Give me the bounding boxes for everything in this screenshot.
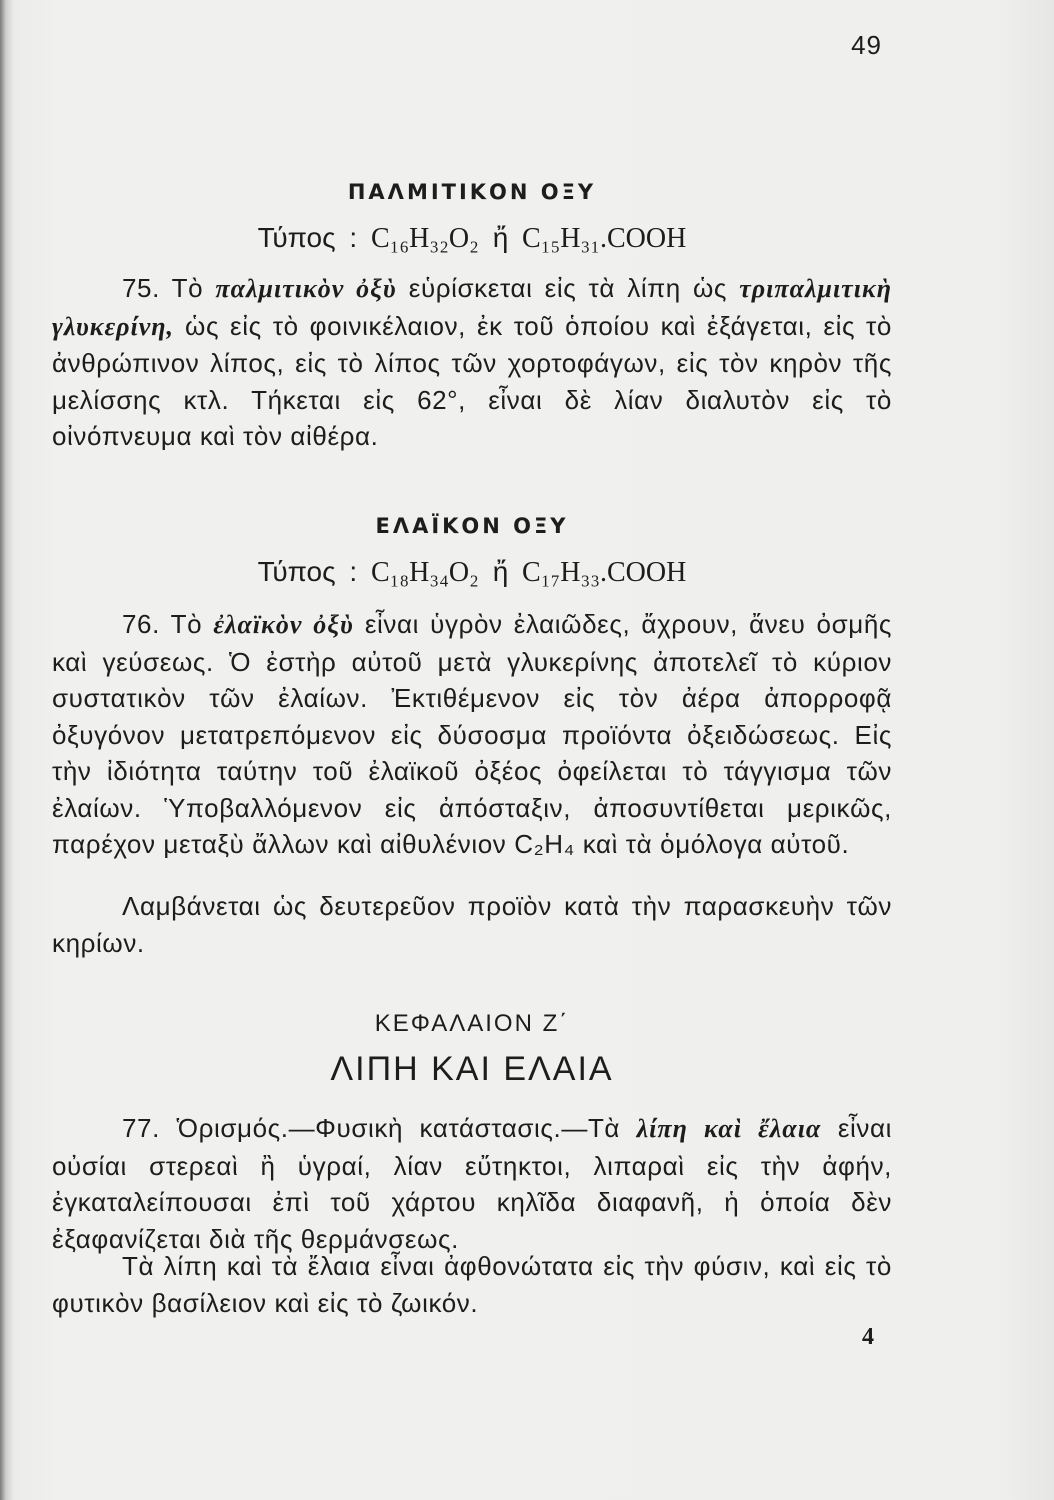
para-number: 76. (122, 609, 160, 639)
term-palmitic-acid: παλμιτικὸν ὀξὺ (215, 274, 397, 303)
paragraph-76 (52, 606, 892, 863)
para-heading: Ὁρισμός.—Φυσικὴ κατάστασις.— (176, 1113, 588, 1143)
formula-molecular: C₁₆H₃₂O₂ (370, 223, 479, 254)
paragraph-77-2: Τὰ λίπη καὶ τὰ ἔλαια εἶναι ἀφθονώτατα εἰς τὴν φύσιν, καὶ εἰς τὸ φυτικὸν βασίλειον καὶ εἰς τὸ ζωικόν. (52, 1251, 892, 1318)
para-text: ὡς εἰς τὸ φοινικέλαιον, ἐκ τοῦ ὁποίου καὶ ἐξάγεται, εἰς τὸ ἀνθρώπινον λίπος, εἰς τὸ λίπος τῶν χορτοφάγων, εἰς τὸν κηρὸν τῆς μελίσσης κτλ. Τήκεται εἰς 62°, εἶναι δὲ λίαν διαλυτὸν εἰς τὸ οἰνόπνευμα καὶ τὸν αἰθέρα. (52, 310, 892, 451)
section-title-palmitic: ΠΑΛΜΙΤΙΚΟΝ ΟΞΥ (347, 180, 597, 204)
para-text: εἶναι οὐσίαι στερεαὶ ἢ ὑγραί, λίαν εὔτηκτοι, λιπαραὶ εἰς τὴν ἀφήν, ἐγκαταλείπουσαι ἐπὶ τοῦ χάρτου κηλῖδα διαφανῆ, ἡ ὁποία δὲν ἐξαφανίζεται διὰ τῆς θερμάνσεως. (52, 1113, 893, 1254)
formula-oleic (52, 556, 892, 589)
page-number: 49 (851, 30, 882, 60)
formula-label: Τύπος : (257, 556, 358, 587)
paragraph-77 (52, 1110, 892, 1257)
formula-palmitic (52, 222, 892, 255)
term-tripalmitin: τριπαλμιτικὴ γλυκερίνη, (52, 274, 892, 341)
paragraph-75 (52, 270, 892, 455)
chapter-title: ΛΙΠΗ ΚΑΙ ΕΛΑΙΑ (330, 1050, 614, 1088)
term-fats-oils: λίπη καὶ ἔλαια (636, 1114, 822, 1143)
paragraph-76-2: Λαμβάνεται ὡς δευτερεῦον προϊὸν κατὰ τὴν παρασκευὴν τῶν κηρίων. (52, 891, 892, 958)
chapter-label: ΚΕΦΑΛΑΙΟΝ Ζ΄ (374, 1010, 570, 1037)
para-number: 77. (122, 1113, 160, 1143)
formula-or: ἤ (492, 222, 509, 253)
signature-number: 4 (862, 1324, 874, 1350)
para-text: εὑρίσκεται εἰς τὰ λίπη ὡς (408, 273, 728, 303)
formula-or: ἤ (492, 556, 509, 587)
term-oleic-acid: ἐλαϊκὸν ὀξὺ (213, 610, 354, 639)
para-text: Τὸ (170, 609, 203, 639)
section-title-oleic: ΕΛΑΪΚΟΝ ΟΞΥ (375, 514, 569, 538)
para-text: Τὸ (171, 273, 204, 303)
para-text: εἶναι ὑγρὸν ἐλαιῶδες, ἄχρουν, ἄνευ ὀσμῆς καὶ γεύσεως. Ὁ ἐστὴρ αὐτοῦ μετὰ γλυκερίνης ἀποτελεῖ τὸ κύριον συστατικὸν τῶν ἐλαίων. Ἐκτιθέμενον εἰς τὸν ἀέρα ἀπορροφᾷ ὀξυγόνον μετατρεπόμενον εἰς δύσοσμα προϊόντα ὀξειδώσεως. Εἰς τὴν ἰδιότητα ταύτην τοῦ ἐλαϊκοῦ ὀξέος ὀφείλεται τὸ τάγγισμα τῶν ἐλαίων. Ὑποβαλλόμενον εἰς ἀπόσταξιν, ἀποσυντίθεται μερικῶς, παρέχον μεταξὺ ἄλλων καὶ αἰθυλένιον C₂H₄ καὶ τὰ ὁμόλογα αὐτοῦ. (52, 609, 893, 859)
formula-structural: C₁₇H₃₃.COOH (522, 557, 687, 588)
formula-label: Τύπος : (257, 222, 358, 253)
para-number: 75. (122, 273, 160, 303)
formula-molecular: C₁₈H₃₄O₂ (370, 557, 479, 588)
formula-structural: C₁₅H₃₁.COOH (522, 223, 687, 254)
para-text: Τὰ (587, 1113, 621, 1143)
